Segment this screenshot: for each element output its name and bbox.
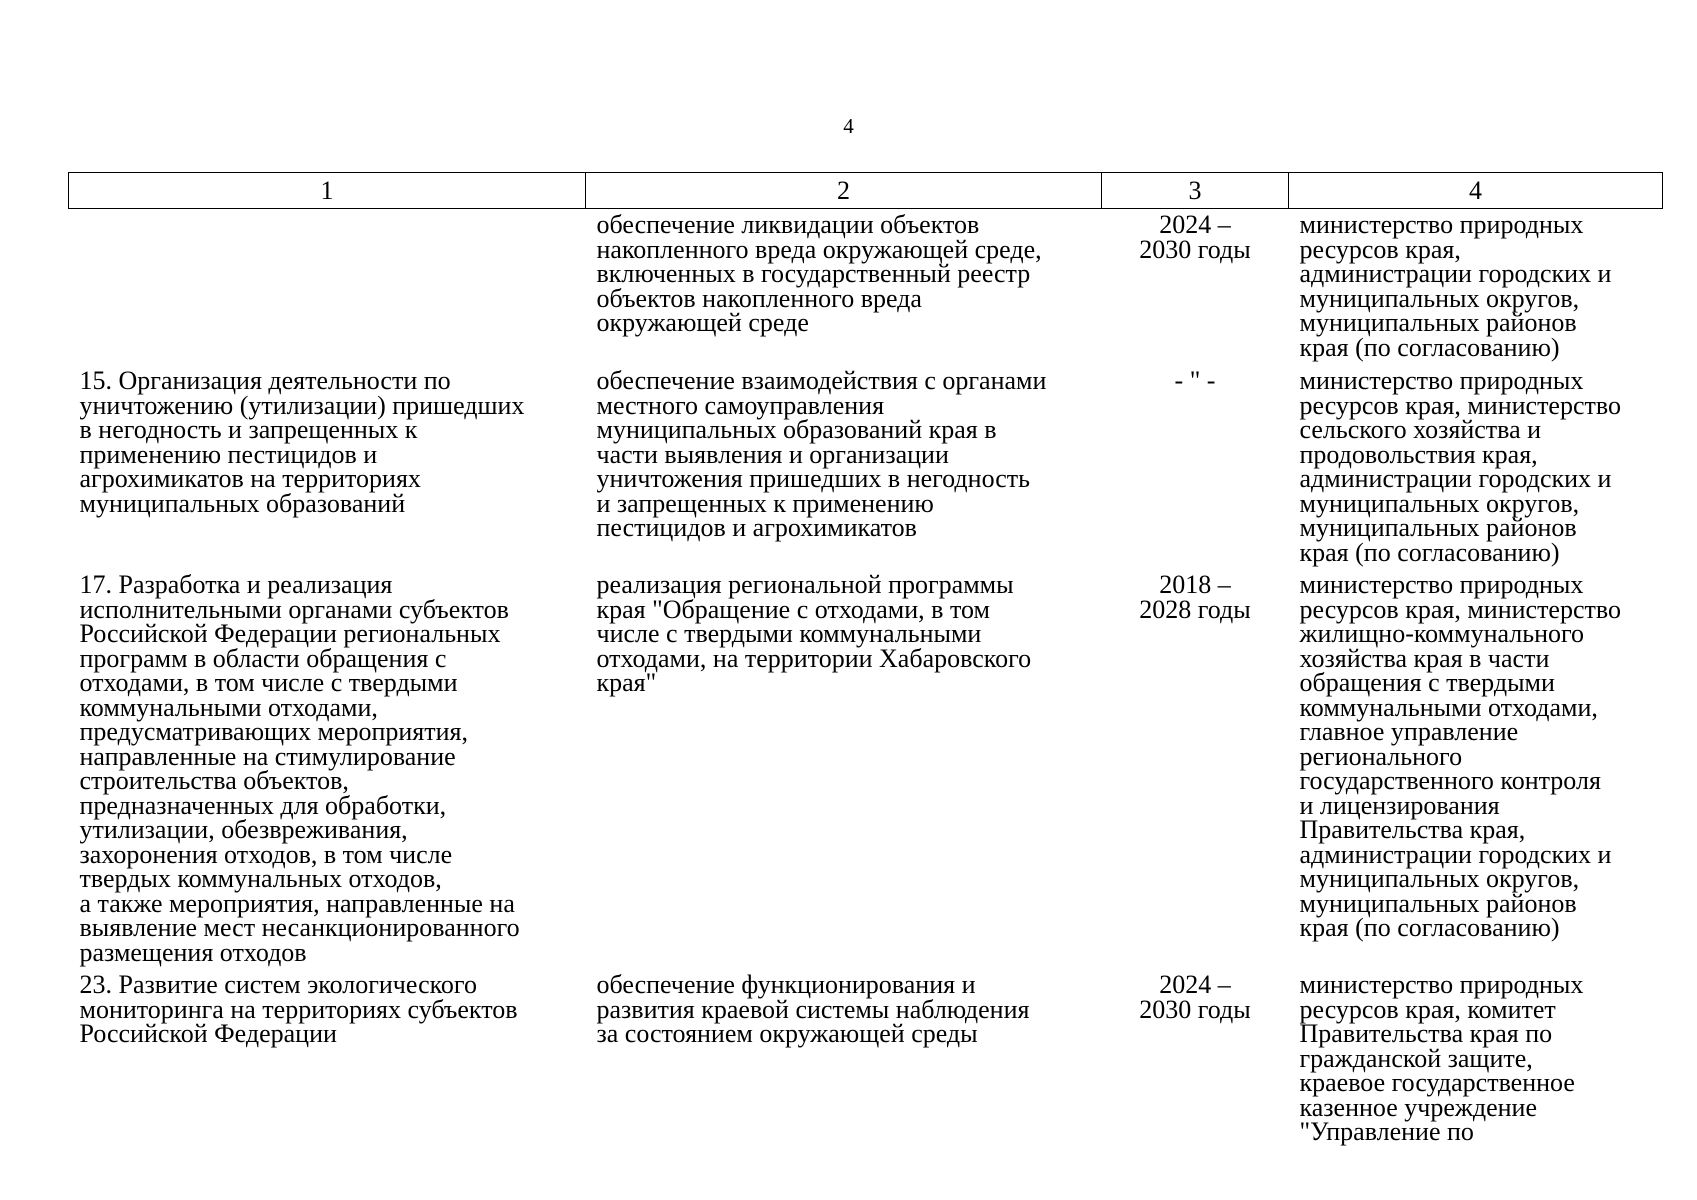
period-cell: 2018 – 2028 годы <box>1139 570 1251 624</box>
column-header-2: 2 <box>586 173 1102 209</box>
column-header-1: 1 <box>69 173 586 209</box>
measure-cell: 17. Разработка и реализация исполнительными органами субъектов Российской Федерации региональных программ в области обращения с отходами, в том числе с твердыми коммунальными отходами, предусматривающих мероприятия, направленные на стимулирование строительства объектов, предназначенных для обработки, утилизации, обезвреживания, захоронения отходов, в том числе твердых коммунальных отходов, а также мероприятия, направленные на выявление мест несанкционированного размещения отходов <box>79 570 520 967</box>
period-cell: 2024 – 2030 годы <box>1139 970 1251 1024</box>
period-cell: - " - <box>1174 366 1216 395</box>
activity-cell: обеспечение взаимодействия с органами местного самоуправления муниципальных образований края в части выявления и организации уничтожения пришедших в негодность и запрещенных к применению пестицидов и агрохимикатов <box>596 366 1047 542</box>
activity-cell: реализация региональной программы края "Обращение с отходами, в том числе с твердыми коммунальными отходами, на территории Хабаровского края" <box>596 570 1032 697</box>
measure-cell: 15. Организация деятельности по уничтожению (утилизации) пришедших в негодность и запрещенных к применению пестицидов и агрохимикатов на территориях муниципальных образований <box>79 366 525 518</box>
measures-table <box>68 172 1663 1173</box>
executors-cell: министерство природных ресурсов края, администрации городских и муниципальных округов, муниципальных районов края (по согласованию) <box>1299 210 1612 362</box>
activity-cell: обеспечение ликвидации объектов накопленного вреда окружающей среде, включенных в государственный реестр объектов накопленного вреда окружающей среде <box>596 210 1042 337</box>
period-cell: 2024 – 2030 годы <box>1139 210 1251 264</box>
activity-cell: обеспечение функционирования и развития краевой системы наблюдения за состоянием окружающей среды <box>596 970 1030 1048</box>
table-row <box>69 567 1663 967</box>
measure-cell <box>69 209 586 364</box>
executors-cell: министерство природных ресурсов края, комитет Правительства края по гражданской защите, краевое государственное казенное учреждение "Управление по <box>1299 970 1584 1146</box>
table-row <box>69 209 1663 364</box>
column-header-3: 3 <box>1102 173 1289 209</box>
executors-cell: министерство природных ресурсов края, министерство сельского хозяйства и продовольствия края, администрации городских и муниципальных округов, муниципальных районов края (по согласованию) <box>1299 366 1621 567</box>
column-header-4: 4 <box>1289 173 1663 209</box>
table-row <box>69 363 1663 567</box>
executors-cell: министерство природных ресурсов края, министерство жилищно-коммунального хозяйства края в части обращения с твердыми коммунальными отходами, главное управление регионального государственного контроля и лицензирования Правительства края, администрации городских и муниципальных округов, муниципальных районов края (по согласованию) <box>1299 570 1621 942</box>
page-number: 4 <box>843 114 854 138</box>
table-header-row <box>69 173 1663 209</box>
table-row <box>69 967 1663 1173</box>
measure-cell: 23. Развитие систем экологического мониторинга на территориях субъектов Российской Федерации <box>79 970 518 1048</box>
